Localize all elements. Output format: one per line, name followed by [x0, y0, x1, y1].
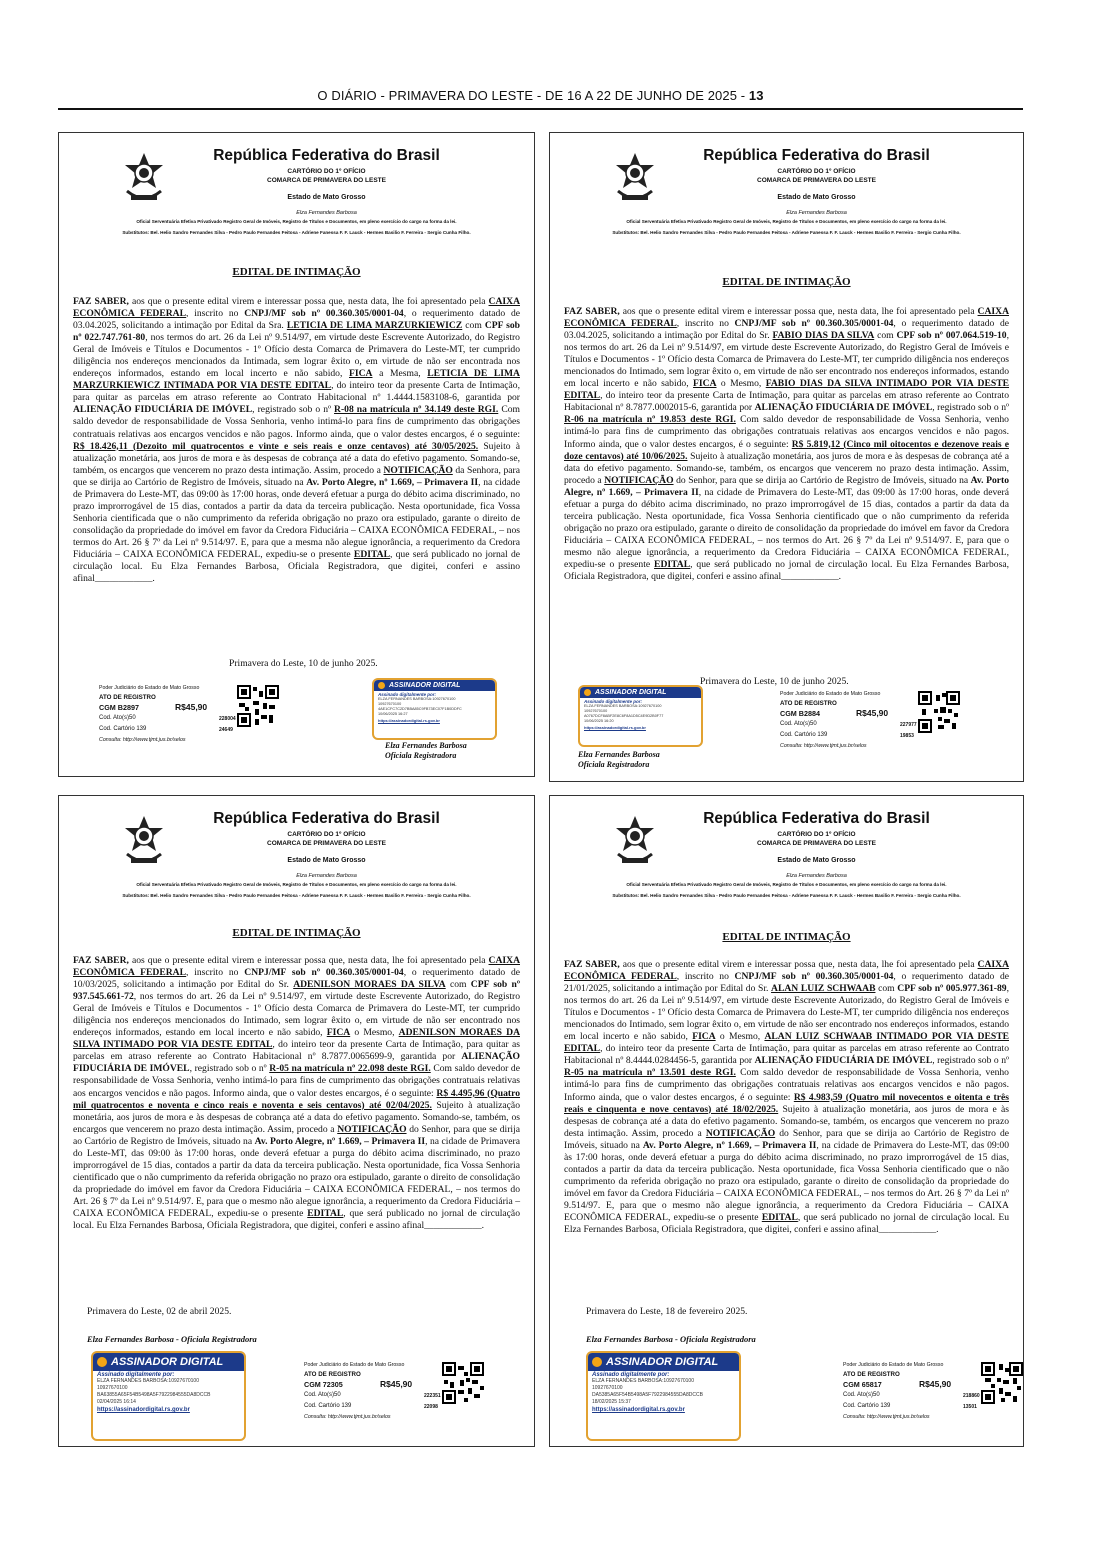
- letterhead-line1: Oficial Serventuária Efetiva Privativado Registro Geral de Imóveis, Registro de Títulos e Documentos, em pleno exercício do cargo na forma da lei.: [136, 219, 457, 224]
- letterhead-office: CARTÓRIO DO 1º OFÍCIO: [287, 168, 366, 175]
- letterhead-line2: Substitutos: Bel. Helio Sandro Fernandes Silva - Pedro Paulo Fernandes Feitosa - Adriene Fanessa F. F. Lauck - Hermes Basilio F. Ferreira - Sergio Cunha Filho.: [612, 893, 961, 898]
- letterhead: [59, 796, 534, 911]
- signature-block: Elza Fernandes Barbosa Oficiala Registradora: [385, 741, 467, 760]
- letterhead-officer: Elza Fernandes Barbosa: [296, 873, 357, 879]
- letterhead-title: República Federativa do Brasil: [703, 810, 930, 827]
- letterhead-office: CARTÓRIO DO 1º OFÍCIO: [287, 831, 366, 838]
- badge-logo-icon: [378, 682, 385, 689]
- notice-title: EDITAL DE INTIMAÇÃO: [722, 276, 851, 288]
- place-date: Primavera do Leste, 02 de abril 2025.: [87, 1306, 232, 1317]
- qr-code-icon: [442, 1362, 484, 1404]
- letterhead-state: Estado de Mato Grosso: [287, 857, 366, 864]
- letterhead-comarca: COMARCA DE PRIMAVERA DO LESTE: [267, 840, 386, 847]
- notice-title: EDITAL DE INTIMAÇÃO: [232, 927, 361, 939]
- registry-stamp: Poder Judiciário do Estado de Mato Grosso ATO DE REGISTRO CGM B2897 R$45,90 Cod. Ato(s)50 228004 Cod. Cartório 139 24649 Consulta: http://www.tjmt.jus.br/selos: [99, 685, 279, 747]
- letterhead-comarca: COMARCA DE PRIMAVERA DO LESTE: [757, 840, 876, 847]
- badge-logo-icon: [592, 1357, 602, 1367]
- signature-line: Elza Fernandes Barbosa - Oficiala Registradora: [87, 1334, 257, 1344]
- notice-body: FAZ SABER, aos que o presente edital virem e interessar possa que, nesta data, lhe foi apresentado pela CAIXA ECONÔMICA FEDERAL, inscrito no CNPJ/MF sob nº 00.360.305/0001-04, o requerimento datado de 03.04.2025, solicitando a intimação por Edital do Sr. FABIO DIAS DA SILVA com CPF sob nº 007.064.519-10, nos termos do art. 26 da Lei nº 9.514/97, em virtude deste Escrevente Autorizado, do Registro Geral de Imóveis e Títulos e Documentos - 1º Ofício desta Comarca de Primavera do Leste-MT, ter cumprido diligência nos endereços mencionados do Intimado, sem lograr êxito o, em virtude de não ser encontrado nos endereços informados, estando em local incerto e não sabido, FICA o Mesmo, FABIO DIAS DA SILVA INTIMADO POR VIA DESTE EDITAL, do inteiro teor da presente Carta de Intimação, para quitar as parcelas em atraso referente ao Contrato Habitacional nº 8.7877.0002015-6, garantida por ALIENAÇÃO FIDUCIÁRIA DE IMÓVEL, registrado sob o nº R-06 na matrícula nº 19.853 deste RGI. Com saldo devedor de responsabilidade de Vossa Senhoria, venho intimá-lo para fins de cumprimento das obrigações contratuais relativas aos encargos vencidos e não pagos. Informo ainda, que o valor destes encargos, é o seguinte: R$ 5.819,12 (Cinco mil oitocentos e dezenove reais e doze centavos) até 10/06/2025. Sujeito à atualização monetária, aos juros de mora e às despesas de cobrança até a data do efetivo pagamento. Somando-se, também, os encargos que vencerem no prazo desta intimação. Assim, procedo a NOTIFICAÇÃO do Senhor, para que se dirija ao Cartório de Registro de Imóveis, situado na Av. Porto Alegre, nº 1.669, – Primavera II, na cidade de Primavera do Leste-MT, das 09:00 às 17:00 horas, onde deverá efetuar a purga do débito acima discriminado, no prazo improrrogável de 15 dias, contados a partir da data da terceira publicação. Nesta oportunidade, fica Vossa Senhoria cientificado que o não cumprimento da referida obrigação no prazo ora estipulado, garante o direito de consolidação da propriedade do imóvel em favor da Credora Fiduciária – CAIXA ECONÔMICA FEDERAL, – nos termos do Art. 26 § 7º da Lei nº 9.514/97. E, para que o mesmo não alegue ignorância, a requerimento da Credora Fiduciária – CAIXA ECONÔMICA FEDERAL, expediu-se o presente EDITAL, que será publicado no jornal de circulação local. Eu Elza Fernandes Barbosa, Oficiala Registradora, que digitei, conferi e assino afinal____________.: [564, 306, 1010, 583]
- place-date: Primavera do Leste, 10 de junho 2025.: [700, 676, 849, 687]
- letterhead-officer: Elza Fernandes Barbosa: [296, 210, 357, 216]
- letterhead: [59, 133, 534, 248]
- notice-title: EDITAL DE INTIMAÇÃO: [722, 931, 851, 943]
- letterhead-comarca: COMARCA DE PRIMAVERA DO LESTE: [757, 177, 876, 184]
- place-date: Primavera do Leste, 10 de junho 2025.: [229, 658, 378, 669]
- registry-stamp: Poder Judiciário do Estado de Mato Grosso ATO DE REGISTRO CGM 72305 R$45,90 Cod. Ato(s)50 222351 Cod. Cartório 139 22098 Consulta: http://www.tjmt.jus.br/selos: [304, 1362, 484, 1424]
- header-rule: [58, 108, 1023, 110]
- letterhead-line2: Substitutos: Bel. Helio Sandro Fernandes Silva - Pedro Paulo Fernandes Feitosa - Adriene Fanessa F. F. Lauck - Hermes Basilio F. Ferreira - Sergio Cunha Filho.: [122, 893, 471, 898]
- digital-signature-badge: ASSINADOR DIGITAL Assinado digitalmente por: ELZA FERNANDES BARBOSA:10927670100 10927670100 4AE1CFC7C2D7BBA85C9FB73EC07F1B0DDFC 10/06/2025 16:27 https://assinadordigital.rs.gov.br: [372, 678, 497, 740]
- digital-signature-badge: ASSINADOR DIGITAL Assinado digitalmente por: ELZA FERNANDES BARBOSA:10927670100 10927670100 DA5385A65F54B5498A5F7922984555DA8DCCB 18/02/2025 15:37 https://assinadordigital.rs.gov.br: [586, 1351, 741, 1441]
- notice-2: [549, 132, 1024, 782]
- page-header: [58, 88, 1023, 103]
- letterhead-title: República Federativa do Brasil: [213, 147, 440, 164]
- letterhead-line2: Substitutos: Bel. Helio Sandro Fernandes Silva - Pedro Paulo Fernandes Feitosa - Adriene Fanessa F. F. Lauck - Hermes Basilio F. Ferreira - Sergio Cunha Filho.: [122, 230, 471, 235]
- notice-body: FAZ SABER, aos que o presente edital virem e interessar possa que, nesta data, lhe foi apresentado pela CAIXA ECONÔMICA FEDERAL, inscrito no CNPJ/MF sob nº 00.360.305/0001-04, o requerimento datado de 21/01/2025, solicitando a intimação por Edital do Sr. ALAN LUIZ SCHWAAB com CPF sob nº 005.977.361-89, nos termos do art. 26 da Lei nº 9.514/97, em virtude deste Escrevente Autorizado, do Registro Geral de Imóveis e Títulos e Documentos - 1º Ofício desta Comarca de Primavera do Leste-MT, ter cumprido diligência nos endereços mencionados do Intimado, sem lograr êxito o, em virtude de não ser encontrado nos endereços informados, estando em local incerto e não sabido, FICA o Mesmo, ALAN LUIZ SCHWAAB INTIMADO POR VIA DESTE EDITAL, do inteiro teor da presente Carta de Intimação, para quitar as parcelas em atraso referente ao Contrato Habitacional nº 8.4444.0284456-5, garantida por ALIENAÇÃO FIDUCIÁRIA DE IMÓVEL, registrado sob o nº R-05 na matrícula nº 13.501 deste RGI. Com saldo devedor de responsabilidade de Vossa Senhoria, venho intimá-lo para fins de cumprimento das obrigações contratuais relativas aos encargos vencidos e não pagos. Informo ainda, que o valor destes encargos, é o seguinte: R$ 4.983,59 (Quatro mil novecentos e oitenta e três reais e cinquenta e nove centavos) até 18/02/2025. Sujeito à atualização monetária, aos juros de mora e às despesas de cobrança até a data do efetivo pagamento. Somando-se, também, os encargos que vencerem no prazo desta intimação. Assim, procedo a NOTIFICAÇÃO do Senhor, para que se dirija ao Cartório de Registro de Imóveis, situado na Av. Porto Alegre, nº 1.669, – Primavera II, na cidade de Primavera do Leste-MT, das 09:00 às 17:00 horas, onde deverá efetuar a purga do débito acima discriminado, no prazo improrrogável de 15 dias, contados a partir da data da terceira publicação. Nesta oportunidade, fica Vossa Senhoria cientificado que o não cumprimento da referida obrigação no prazo ora estipulado, garante o direito de consolidação da propriedade do imóvel em favor da Credora Fiduciária – CAIXA ECONÔMICA FEDERAL, – nos termos do Art. 26 § 7º da Lei nº 9.514/97. E, para que o mesmo não alegue ignorância, a requerimento da Credora Fiduciária – CAIXA ECONÔMICA FEDERAL, expediu-se o presente EDITAL, que será publicado no jornal de circulação local. Eu Elza Fernandes Barbosa, Oficiala Registradora, que digitei, conferi e assino afinal____________.: [564, 959, 1010, 1236]
- letterhead-state: Estado de Mato Grosso: [287, 194, 366, 201]
- letterhead-line2: Substitutos: Bel. Helio Sandro Fernandes Silva - Pedro Paulo Fernandes Feitosa - Adriene Fanessa F. F. Lauck - Hermes Basilio F. Ferreira - Sergio Cunha Filho.: [612, 230, 961, 235]
- letterhead-title: República Federativa do Brasil: [703, 147, 930, 164]
- notice-3: [58, 795, 535, 1447]
- letterhead-line1: Oficial Serventuária Efetiva Privativado Registro Geral de Imóveis, Registro de Títulos e Documentos, em pleno exercício do cargo na forma da lei.: [626, 219, 947, 224]
- notice-title: EDITAL DE INTIMAÇÃO: [232, 266, 361, 278]
- letterhead-line1: Oficial Serventuária Efetiva Privativado Registro Geral de Imóveis, Registro de Títulos e Documentos, em pleno exercício do cargo na forma da lei.: [136, 882, 457, 887]
- letterhead-officer: Elza Fernandes Barbosa: [786, 873, 847, 879]
- notice-body: FAZ SABER, aos que o presente edital virem e interessar possa que, nesta data, lhe foi apresentado pela CAIXA ECONÔMICA FEDERAL, inscrito no CNPJ/MF sob nº 00.360.305/0001-04, o requerimento datado de 10/03/2025, solicitando a intimação por Edital do Sr. ADENILSON MORAES DA SILVA com CPF sob nº 937.545.661-72, nos termos do art. 26 da Lei nº 9.514/97, em virtude deste Escrevente Autorizado, do Registro Geral de Imóveis e Títulos e Documentos - 1º Ofício desta Comarca de Primavera do Leste-MT, ter cumprido diligência nos endereços mencionados do Intimado, sem lograr êxito o, em virtude de não ser encontrado nos endereços informados, estando em local incerto e não sabido, FICA o Mesmo, ADENILSON MORAES DA SILVA INTIMADO POR VIA DESTE EDITAL, do inteiro teor da presente Carta de Intimação, para quitar as parcelas em atraso referente ao Contrato Habitacional nº 8.7877.0065699-9, garantida por ALIENAÇÃO FIDUCIÁRIA DE IMÓVEL, registrado sob o nº R-05 na matrícula nº 22.098 deste RGI. Com saldo devedor de responsabilidade de Vossa Senhoria, venho intimá-lo para fins de cumprimento das obrigações contratuais relativas aos encargos vencidos e não pagos. Informo ainda, que o valor destes encargos, é o seguinte: R$ 4.495,96 (Quatro mil quatrocentos e noventa e cinco reais e noventa e seis centavos) até 02/04/2025. Sujeito à atualização monetária, aos juros de mora e às despesas de cobrança até a data do efetivo pagamento. Somando-se, também, os encargos que vencerem no prazo desta intimação. Assim, procedo a NOTIFICAÇÃO do Senhor, para que se dirija ao Cartório de Registro de Imóveis, situado na Av. Porto Alegre, nº 1.669, – Primavera II, na cidade de Primavera do Leste-MT, das 09:00 às 17:00 horas, onde deverá efetuar a purga do débito acima discriminado, no prazo improrrogável de 15 dias, contados a partir da data da terceira publicação. Nesta oportunidade, fica Vossa Senhoria cientificado que o não cumprimento da referida obrigação no prazo ora estipulado, garante o direito de consolidação da propriedade do imóvel em favor da Credora Fiduciária – CAIXA ECONÔMICA FEDERAL, – nos termos do Art. 26 § 7º da Lei nº 9.514/97. E, para que o mesmo não alegue ignorância, a requerimento da Credora Fiduciária – CAIXA ECONÔMICA FEDERAL, expediu-se o presente EDITAL, que será publicado no jornal de circulação local. Eu Elza Fernandes Barbosa, Oficiala Registradora, que digitei, conferi e assino afinal____________.: [73, 955, 521, 1232]
- letterhead-office: CARTÓRIO DO 1º OFÍCIO: [777, 168, 856, 175]
- registry-stamp: Poder Judiciário do Estado de Mato Grosso ATO DE REGISTRO CGM B2884 R$45,90 Cod. Ato(s)50 227977 Cod. Cartório 139 19853 Consulta: http://www.tjmt.jus.br/selos: [780, 691, 960, 753]
- digital-signature-badge: ASSINADOR DIGITAL Assinado digitalmente por: ELZA FERNANDES BARBOSA:10927670100 10927670100 BA63855A65F54B5498A5F7922984555DA8DCCB 02/04/2025 16:14 https://assinadordigital.rs.gov.br: [91, 1351, 246, 1441]
- qr-code-icon: [981, 1362, 1023, 1404]
- notice-4: [549, 795, 1024, 1447]
- signature-line: Elza Fernandes Barbosa - Oficiala Registradora: [586, 1334, 756, 1344]
- letterhead: [550, 133, 1023, 248]
- page-number: 13: [748, 88, 764, 103]
- signature-block: Elza Fernandes Barbosa Oficiala Registradora: [578, 750, 660, 769]
- letterhead-state: Estado de Mato Grosso: [777, 857, 856, 864]
- place-date: Primavera do Leste, 18 de fevereiro 2025.: [586, 1306, 748, 1317]
- letterhead-officer: Elza Fernandes Barbosa: [786, 210, 847, 216]
- notice-body: FAZ SABER, aos que o presente edital virem e interessar possa que, nesta data, lhe foi apresentado pela CAIXA ECONÔMICA FEDERAL, inscrito no CNPJ/MF sob nº 00.360.305/0001-04, o requerimento datado de 03.04.2025, solicitando a intimação por Edital da Sra. LETICIA DE LIMA MARZURKIEWICZ com CPF sob nº 022.747.761-80, nos termos do art. 26 da Lei nº 9.514/97, em virtude deste Escrevente Autorizado, do Registro Geral de Imóveis e Títulos e Documentos - 1º Ofício desta Comarca de Primavera do Leste-MT, ter cumprido diligência nos endereços mencionados da Intimada, sem lograr êxito o, em virtude de não ser encontrada nos endereços informados, estando em local incerto e não sabido, FICA a Mesma, LETICIA DE LIMA MARZURKIEWICZ INTIMADA POR VIA DESTE EDITAL, do inteiro teor da presente Carta de Intimação, para quitar as parcelas em atraso referente ao Contrato Habitacional nº 1.4444.1583108-6, garantida por ALIENAÇÃO FIDUCIÁRIA DE IMÓVEL, registrado sob o nº R-08 na matrícula nº 34.149 deste RGI. Com saldo devedor de responsabilidade de Vossa Senhoria, venho intimá-lo para fins de cumprimento das obrigações contratuais relativas aos encargos vencidos e não pagos. Informo ainda, que o valor destes encargos, é o seguinte: R$ 18.426,11 (Dezoito mil quatrocentos e vinte e seis reais e onze centavos) até 30/05/2025. Sujeito à atualização monetária, aos juros de mora e às despesas de cobrança até a data do efetivo pagamento. Somando-se, também, os encargos que vencerem no prazo desta intimação. Assim, procedo a NOTIFICAÇÃO da Senhora, para que se dirija ao Cartório de Registro de Imóveis, situado na Av. Porto Alegre, nº 1.669, – Primavera II, na cidade de Primavera do Leste-MT, das 09:00 às 17:00 horas, onde deverá efetuar a purga do débito acima discriminado, no prazo improrrogável de 15 dias, contados a partir da data da terceira publicação. Nesta oportunidade, fica Vossa Senhoria cientificada que o não cumprimento da referida obrigação no prazo ora estipulado, garante o direito de consolidação da propriedade do imóvel em favor da Credora Fiduciária – CAIXA ECONÔMICA FEDERAL, – nos termos do Art. 26 § 7º da Lei nº 9.514/97. E, para que a mesma não alegue ignorância, a requerimento da Credora Fiduciária – CAIXA ECONÔMICA FEDERAL, expediu-se o presente EDITAL, que será publicado no jornal de circulação local. Eu Elza Fernandes Barbosa, Oficiala Registradora, que digitei, conferi e assino afinal____________.: [73, 296, 521, 585]
- letterhead-title: República Federativa do Brasil: [213, 810, 440, 827]
- registry-stamp: Poder Judiciário do Estado de Mato Grosso ATO DE REGISTRO CGM 65817 R$45,90 Cod. Ato(s)50 218860 Cod. Cartório 139 13501 Consulta: http://www.tjmt.jus.br/selos: [843, 1362, 1023, 1424]
- page-header-text: O DIÁRIO - PRIMAVERA DO LESTE - DE 16 A 22 DE JUNHO DE 2025 -: [317, 88, 746, 103]
- badge-logo-icon: [97, 1357, 107, 1367]
- letterhead: [550, 796, 1023, 911]
- letterhead-line1: Oficial Serventuária Efetiva Privativado Registro Geral de Imóveis, Registro de Títulos e Documentos, em pleno exercício do cargo na forma da lei.: [626, 882, 947, 887]
- letterhead-comarca: COMARCA DE PRIMAVERA DO LESTE: [267, 177, 386, 184]
- qr-code-icon: [918, 691, 960, 733]
- notice-1: [58, 132, 535, 777]
- letterhead-office: CARTÓRIO DO 1º OFÍCIO: [777, 831, 856, 838]
- badge-logo-icon: [584, 689, 591, 696]
- qr-code-icon: [237, 685, 279, 727]
- digital-signature-badge: ASSINADOR DIGITAL Assinado digitalmente por: ELZA FERNANDES BARBOSA:10927670100 10927670100 A0767DCF8ABF2E8C6F8A1D5C4E9D2B0F77 10/06/2025 16:20 https://assinadordigital.rs.gov.br: [578, 685, 703, 747]
- letterhead-state: Estado de Mato Grosso: [777, 194, 856, 201]
